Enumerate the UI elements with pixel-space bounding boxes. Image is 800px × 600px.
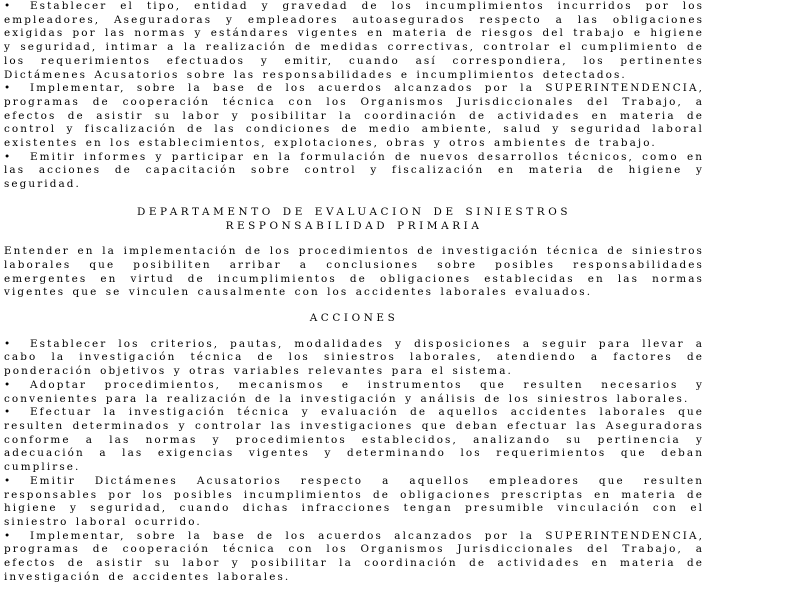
bullet-item [4,338,704,379]
department-description: Entender en la implementación de los procedimientos de investigación técnica de siniestros laborales que posibiliten arribar a conclusiones sobre posibles responsabilidades emergentes en virtud de incumplimientos de obligaciones establecidas en las normas vigentes que se vinculen causalmente con los accidentes laborales evaluados. [4,245,704,299]
primary-responsibility-heading: RESPONSABILIDAD PRIMARIA [225,219,483,232]
bullet-icon: • [4,337,11,350]
bullet-icon: • [4,406,11,419]
department-title: DEPARTAMENTO DE EVALUACION DE SINIESTROS [136,205,572,218]
bullet-text: Implementar, sobre la base de los acuerdos alcanzados por la SUPERINTENDENCIA, programas de cooperación técnica con los Organismos Jurisdiccionales del Trabajo, a efectos de asistir su labor y posibilitar la coordinación de actividades en materia de investigación de accidentes laborales. [4,529,704,583]
bullet-text: Implementar, sobre la base de los acuerdos alcanzados por la SUPERINTENDENCIA, programas de cooperación técnica con los Organismos Jurisdiccionales del Trabajo, a efectos de asistir su labor y posibilitar la coordinación de actividades en materia de control y fiscalización de las condiciones de medio ambiente, salud y seguridad laboral existentes en los establecimientos, explotaciones, obras y otros ambientes de trabajo. [4,82,704,150]
document-body [4,0,704,584]
bullet-icon: • [4,529,11,542]
bullet-text: Emitir Dictámenes Acusatorios respecto a aquellos empleadores que resulten responsables por los posibles incumplimientos de obligaciones prescriptas en materia de higiene y seguridad, cuando dichas infracciones tengan presumible vinculación con el siniestro laboral ocurrido. [4,474,704,528]
bullet-text: Emitir informes y participar en la formulación de nuevos desarrollos técnicos, como en las acciones de capacitación sobre control y fiscalización en materia de higiene y seguridad. [4,150,704,191]
bullet-item [4,379,704,406]
bullet-icon: • [4,150,11,163]
bullet-icon: • [4,474,11,487]
bullet-icon: • [4,378,11,391]
bullet-item [4,530,704,585]
bullet-text: Establecer los criterios, pautas, modalidades y disposiciones a seguir para llevar a cabo la investigación técnica de los siniestros laborales, atendiendo a factores de ponderación objetivos y otras variables relevantes para el sistema. [4,337,704,378]
bullet-item [4,151,704,192]
actions-heading: ACCIONES [309,312,399,325]
bullet-item [4,475,704,530]
bullet-text: Efectuar la investigación técnica y evaluación de aquellos accidentes laborales que resulten determinados y controlar las investigaciones que deban efectuar las Aseguradoras conforme a las normas y procedimientos establecidos, analizando su pertinencia y adecuación a las exigencias vigentes y determinando los requerimientos que deban cumplirse. [4,406,704,474]
bullet-text: Establecer el tipo, entidad y gravedad de los incumplimientos incurridos por los empleadores, Aseguradoras y empleadores autoasegurados respecto a las obligaciones exigidas por las normas y estándares vigentes en materia de riesgos del trabajo e higiene y seguridad, intimar a la realización de medidas correctivas, controlar el cumplimiento de los requerimientos efectuados y emitir, cuando así correspondiera, los pertinentes Dictámenes Acusatorios sobre las responsabilidades e incumplimientos detectados. [4,0,704,81]
bullet-icon: • [4,0,11,12]
bullet-item [4,82,704,151]
bullet-icon: • [4,82,11,95]
bullet-item [4,0,704,82]
bullet-item [4,406,704,475]
bullet-text: Adoptar procedimientos, mecanismos e instrumentos que resulten necesarios y convenientes para la realización de la investigación y análisis de los siniestros laborales. [4,378,704,405]
